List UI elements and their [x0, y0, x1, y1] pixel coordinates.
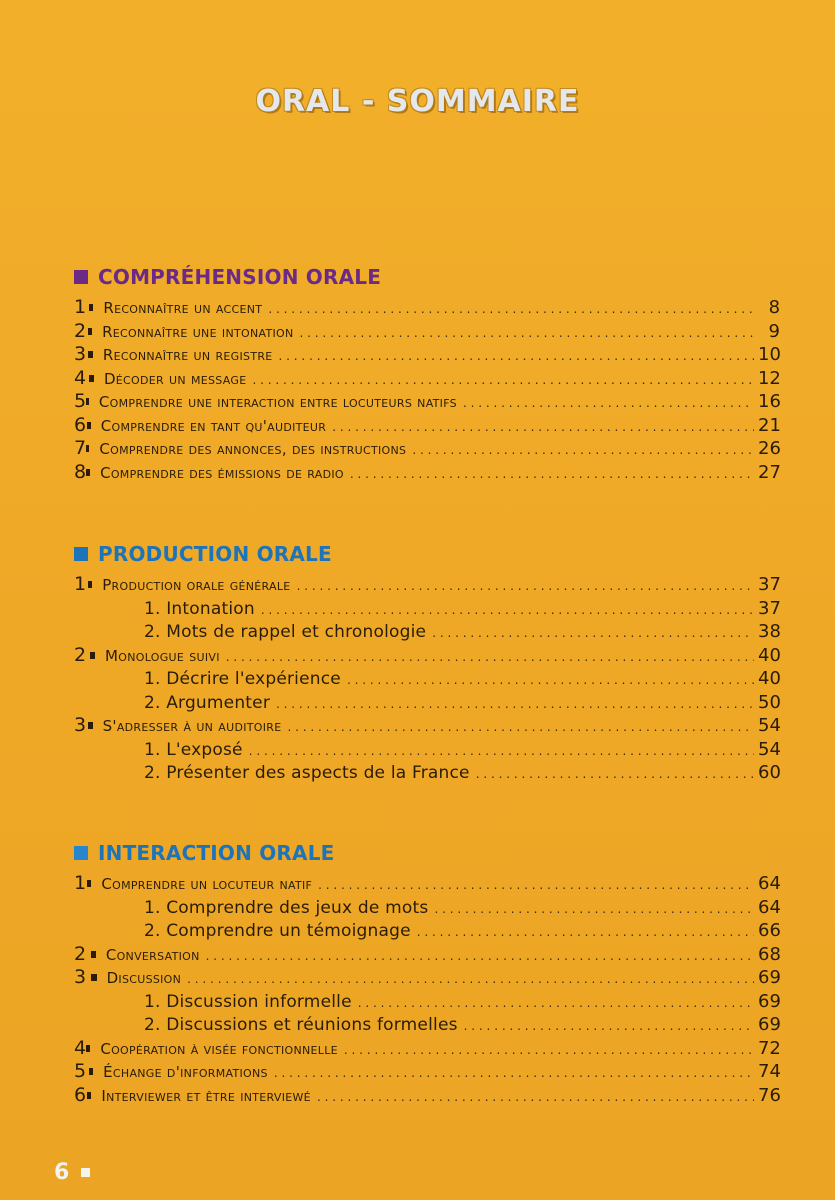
- dot-leader: [358, 992, 754, 1016]
- dot-leader: [476, 763, 754, 787]
- square-bullet-icon: [86, 398, 89, 405]
- dot-leader: [268, 298, 754, 322]
- square-bullet-icon: [88, 722, 92, 729]
- page-ref: 21: [758, 414, 781, 436]
- square-bullet-icon: [86, 445, 89, 452]
- subentry-label: 2. Mots de rappel et chronologie: [144, 622, 427, 642]
- subentry-label: 2. Présenter des aspects de la France: [144, 763, 470, 783]
- dot-leader: [417, 921, 754, 945]
- dot-leader: [463, 392, 754, 416]
- entry-number: 3: [74, 966, 87, 988]
- dot-leader: [226, 646, 754, 670]
- square-bullet-icon: [87, 880, 91, 887]
- toc-entry: [74, 1060, 780, 1084]
- page-ref: 27: [758, 461, 781, 483]
- page-ref: 68: [758, 943, 781, 965]
- dot-leader: [318, 874, 754, 898]
- entry-label: Décoder un message: [103, 369, 247, 388]
- entry-label: Comprendre en tant qu'auditeur: [100, 416, 327, 435]
- page-ref: 60: [758, 762, 781, 783]
- entry-list: [74, 296, 780, 484]
- square-bullet-icon: [87, 1092, 91, 1099]
- dot-leader: [347, 669, 754, 693]
- toc-entry: [74, 943, 780, 967]
- section-production-orale: [74, 541, 780, 785]
- dot-leader: [432, 622, 754, 646]
- dot-leader: [274, 1062, 754, 1086]
- dot-leader: [261, 599, 754, 623]
- toc-entry: [74, 1084, 780, 1108]
- toc-subentry: [74, 761, 780, 785]
- dot-leader: [300, 322, 754, 346]
- page-ref: 37: [758, 574, 781, 595]
- entry-number: 4: [74, 1036, 87, 1059]
- entry-label: Reconnaître un accent: [103, 299, 263, 317]
- entry-number: 1: [74, 872, 87, 894]
- toc-entry: [74, 644, 780, 668]
- dot-leader: [206, 945, 754, 969]
- entry-number: 6: [74, 1083, 87, 1106]
- subentry-label: 1. Intonation: [144, 598, 255, 619]
- square-bullet-icon: [89, 1068, 94, 1075]
- subentry-label: 2. Discussions et réunions formelles: [144, 1015, 458, 1035]
- page-ref: 69: [758, 967, 781, 988]
- entry-label: S'adresser à un auditoire: [102, 717, 282, 735]
- page-ref: 69: [758, 990, 781, 1012]
- square-bullet-icon: [91, 951, 96, 958]
- square-bullet-icon: [89, 304, 94, 311]
- toc-entry: [74, 320, 780, 344]
- square-bullet-icon: [81, 1168, 90, 1177]
- entry-number: 5: [74, 1060, 87, 1082]
- entry-number: 3: [74, 714, 87, 736]
- toc-entry: [74, 296, 780, 320]
- page-ref: 8: [768, 297, 781, 318]
- entry-label: Coopération à visée fonctionnelle: [100, 1039, 338, 1058]
- entry-number: 1: [74, 573, 87, 595]
- toc-subentry: [74, 667, 780, 691]
- square-bullet-icon: [91, 974, 96, 981]
- page-ref: 10: [758, 344, 781, 365]
- toc-entry: [74, 461, 780, 485]
- page-ref: 12: [757, 367, 781, 389]
- page-number: 6: [54, 1160, 70, 1185]
- subentry-label: 2. Comprendre un témoignage: [144, 921, 411, 941]
- section-heading: [74, 264, 780, 290]
- square-bullet-icon: [74, 270, 88, 284]
- toc-entry: [74, 367, 780, 391]
- entry-number: 2: [74, 643, 87, 666]
- toc-entry: [74, 437, 780, 461]
- page-ref: 9: [768, 320, 780, 342]
- page-footer: [54, 1160, 90, 1185]
- page-ref: 37: [758, 597, 781, 619]
- page-ref: 76: [758, 1084, 781, 1106]
- dot-leader: [317, 1086, 754, 1110]
- square-bullet-icon: [88, 581, 92, 588]
- page-ref: 74: [758, 1061, 781, 1082]
- toc-entry: [74, 343, 780, 367]
- section-heading-text: COMPRÉHENSION ORALE: [98, 265, 382, 289]
- toc-entry: [74, 872, 780, 896]
- toc-entry: [74, 966, 780, 990]
- dot-leader: [276, 693, 754, 717]
- dot-leader: [434, 898, 754, 922]
- page-ref: 38: [758, 621, 781, 642]
- entry-list: [74, 573, 780, 785]
- toc-subentry: [74, 896, 780, 920]
- section-heading: [74, 541, 780, 567]
- subentry-label: 1. Comprendre des jeux de mots: [144, 897, 429, 918]
- dot-leader: [249, 740, 754, 764]
- entry-number: 1: [74, 296, 87, 318]
- toc-entry: [74, 414, 780, 438]
- toc-subentry: [74, 620, 780, 644]
- toc-subentry: [74, 691, 780, 715]
- dot-leader: [332, 416, 754, 440]
- page-ref: 72: [757, 1037, 781, 1059]
- entry-label: Reconnaître un registre: [102, 346, 273, 364]
- subentry-label: 1. Discussion informelle: [144, 991, 352, 1012]
- toc-subentry: [74, 1013, 780, 1037]
- toc-subentry: [74, 738, 780, 762]
- dot-leader: [253, 369, 754, 393]
- toc-entry: [74, 1037, 780, 1061]
- entry-label: Comprendre des annonces, des instructions: [99, 440, 407, 458]
- subentry-label: 1. L'exposé: [144, 739, 243, 760]
- entry-label: Interviewer et être interviewé: [101, 1086, 311, 1105]
- page-title: ORAL - SOMMAIRE: [255, 84, 580, 119]
- page-ref: 64: [758, 896, 781, 918]
- square-bullet-icon: [74, 846, 88, 860]
- square-bullet-icon: [74, 547, 88, 561]
- page-ref: 64: [758, 873, 781, 894]
- entry-number: 3: [74, 343, 87, 365]
- square-bullet-icon: [86, 469, 90, 476]
- entry-label: Comprendre une interaction entre locuteurs natifs: [98, 393, 457, 411]
- toc-entry: [74, 714, 780, 738]
- subentry-label: 1. Décrire l'expérience: [144, 669, 341, 689]
- dot-leader: [287, 716, 754, 740]
- page-ref: 54: [758, 738, 781, 760]
- entry-number: 7: [74, 437, 87, 459]
- toc-subentry: [74, 919, 780, 943]
- entry-list: [74, 872, 780, 1107]
- entry-number: 4: [74, 366, 87, 389]
- dot-leader: [350, 463, 754, 487]
- page-ref: 40: [758, 668, 781, 689]
- entry-number: 2: [74, 942, 87, 965]
- entry-number: 5: [74, 390, 87, 412]
- entry-label: Échange d'informations: [103, 1063, 268, 1081]
- dot-leader: [464, 1015, 754, 1039]
- page-ref: 69: [758, 1014, 781, 1035]
- section-interaction-orale: [74, 840, 780, 1107]
- page-ref: 16: [758, 391, 781, 412]
- entry-number: 8: [74, 460, 87, 483]
- entry-label: Conversation: [105, 945, 200, 964]
- section-heading-text: INTERACTION ORALE: [98, 841, 335, 865]
- square-bullet-icon: [88, 351, 93, 358]
- page-ref: 40: [758, 644, 781, 666]
- entry-label: Production orale générale: [102, 576, 291, 594]
- entry-label: Monologue suivi: [105, 646, 220, 665]
- dot-leader: [279, 345, 754, 369]
- section-heading-text: PRODUCTION ORALE: [98, 542, 332, 566]
- page-ref: 54: [758, 715, 781, 736]
- dot-leader: [412, 439, 754, 463]
- square-bullet-icon: [90, 652, 95, 659]
- entry-number: 2: [74, 319, 87, 342]
- square-bullet-icon: [89, 375, 94, 382]
- square-bullet-icon: [88, 328, 92, 335]
- entry-label: Comprendre un locuteur natif: [101, 875, 313, 893]
- section-comprehension-orale: [74, 264, 780, 484]
- toc-subentry: [74, 990, 780, 1014]
- subentry-label: 2. Argumenter: [144, 692, 271, 713]
- dot-leader: [344, 1039, 754, 1063]
- square-bullet-icon: [87, 422, 91, 429]
- page-ref: 26: [758, 438, 781, 459]
- dot-leader: [297, 575, 754, 599]
- dot-leader: [187, 968, 754, 992]
- section-heading: [74, 840, 780, 866]
- entry-label: Reconnaître une intonation: [102, 322, 294, 341]
- entry-label: Comprendre des émissions de radio: [100, 463, 344, 482]
- entry-number: 6: [74, 413, 87, 436]
- toc-subentry: [74, 597, 780, 621]
- square-bullet-icon: [86, 1045, 90, 1052]
- toc-entry: [74, 573, 780, 597]
- page-ref: 50: [758, 691, 781, 713]
- entry-label: Discussion: [106, 969, 182, 987]
- toc-entry: [74, 390, 780, 414]
- page-ref: 66: [758, 920, 781, 941]
